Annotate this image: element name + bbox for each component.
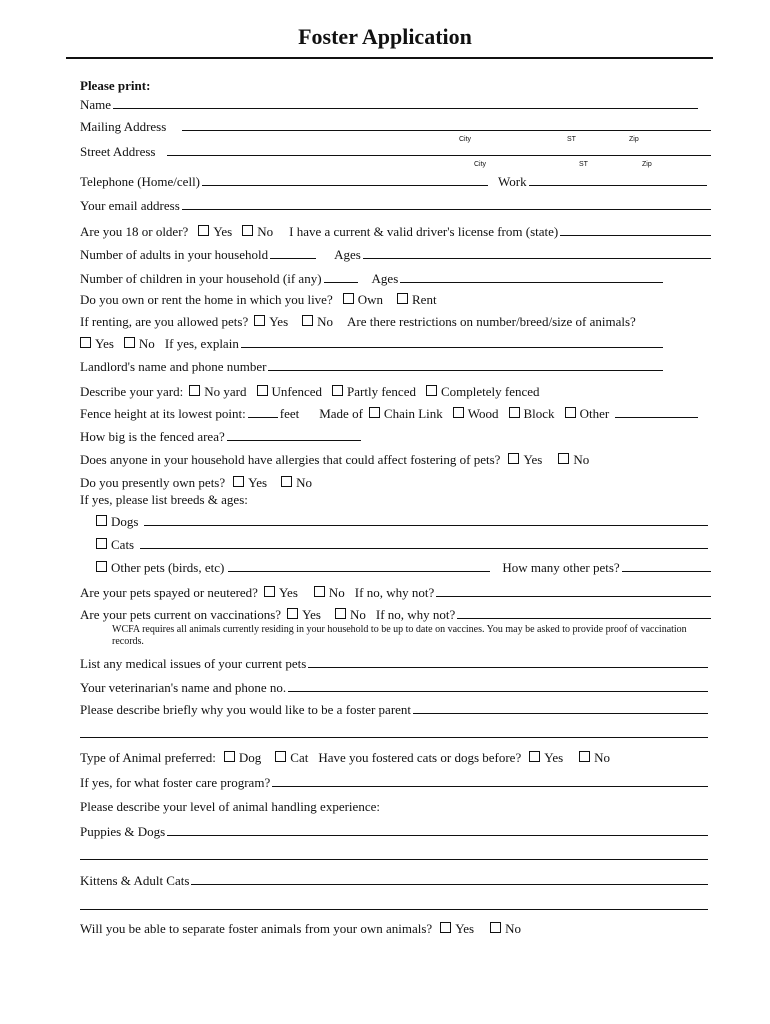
dogs-checkbox[interactable] xyxy=(96,515,107,526)
program-row xyxy=(80,774,710,792)
please-print-row xyxy=(80,77,713,95)
fenced-area-field[interactable] xyxy=(227,428,361,441)
how-many-other-label: How many other pets? xyxy=(502,560,620,575)
street-city-label: City xyxy=(474,161,487,168)
restrictions-no-label: No xyxy=(138,336,155,351)
vet-row xyxy=(80,679,710,697)
own-pets-yes-checkbox[interactable] xyxy=(233,476,244,487)
own-pets-question: Do you presently own pets? xyxy=(80,475,226,490)
children-ages-label: Ages xyxy=(371,271,399,286)
fostered-yes-checkbox[interactable] xyxy=(529,751,540,762)
spayed-yes-label: Yes xyxy=(278,585,298,600)
dogs-row xyxy=(96,513,710,531)
other-pets-row xyxy=(96,559,713,577)
separate-question: Will you be able to separate foster animals from your own animals? xyxy=(80,921,433,936)
street-address-row xyxy=(80,143,713,161)
adults-ages-field[interactable] xyxy=(363,246,711,259)
chain-link-checkbox[interactable] xyxy=(369,407,380,418)
fostered-no-checkbox[interactable] xyxy=(579,751,590,762)
adults-ages-label: Ages xyxy=(334,247,361,262)
block-label: Block xyxy=(523,406,555,421)
other-pets-field[interactable] xyxy=(228,559,490,572)
page-title: Foster Application xyxy=(298,24,472,49)
why-foster-field-2[interactable] xyxy=(80,725,708,738)
vaccinations-no-checkbox[interactable] xyxy=(335,608,346,619)
cats-checkbox[interactable] xyxy=(96,538,107,549)
rent-checkbox[interactable] xyxy=(397,293,408,304)
spayed-question: Are your pets spayed or neutered? xyxy=(80,585,258,600)
vaccinations-row xyxy=(80,606,713,624)
separate-yes-checkbox[interactable] xyxy=(440,922,451,933)
other-material-checkbox[interactable] xyxy=(565,407,576,418)
renting-question: If renting, are you allowed pets? xyxy=(80,314,249,329)
name-field[interactable] xyxy=(113,96,698,109)
why-foster-row xyxy=(80,701,710,719)
spayed-why-label: If no, why not? xyxy=(354,585,435,600)
age-yes-checkbox[interactable] xyxy=(198,225,209,236)
renting-yes-label: Yes xyxy=(269,314,289,329)
allergies-yes-checkbox[interactable] xyxy=(508,453,519,464)
telephone-field[interactable] xyxy=(202,173,488,186)
landlord-label: Landlord's name and phone number xyxy=(80,359,267,374)
adults-label: Number of adults in your household xyxy=(80,247,269,262)
renting-no-label: No xyxy=(317,314,334,329)
fenced-area-row xyxy=(80,428,713,446)
fence-height-field[interactable] xyxy=(248,405,278,418)
no-yard-checkbox[interactable] xyxy=(189,385,200,396)
age-license-row xyxy=(80,223,713,241)
own-pets-yes-label: Yes xyxy=(248,475,268,490)
email-row xyxy=(80,197,713,215)
handling-label: Please describe your level of animal handling experience: xyxy=(80,799,380,814)
other-pets-checkbox[interactable] xyxy=(96,561,107,572)
mailing-st-label: ST xyxy=(567,136,576,143)
spayed-yes-checkbox[interactable] xyxy=(264,586,275,597)
own-rent-row xyxy=(80,291,713,309)
mailing-address-field[interactable] xyxy=(182,118,711,131)
how-many-other-field[interactable] xyxy=(622,559,711,572)
why-foster-row-2 xyxy=(80,725,710,743)
why-foster-field[interactable] xyxy=(413,701,708,714)
vet-label: Your veterinarian's name and phone no. xyxy=(80,680,287,695)
telephone-row xyxy=(80,173,713,191)
allergies-question: Does anyone in your household have allergies that could affect fostering of pets? xyxy=(80,452,501,467)
allergies-no-label: No xyxy=(573,452,590,467)
explain-label: If yes, explain xyxy=(164,336,239,351)
completely-fenced-checkbox[interactable] xyxy=(426,385,437,396)
other-pets-label: Other pets (birds, etc) xyxy=(111,560,225,575)
own-pets-no-checkbox[interactable] xyxy=(281,476,292,487)
mailing-address-label: Mailing Address xyxy=(80,119,167,134)
vet-field[interactable] xyxy=(288,679,708,692)
restrictions-yes-label: Yes xyxy=(95,336,114,351)
mailing-city-label: City xyxy=(459,136,472,143)
kittens-cats-field-2[interactable] xyxy=(80,897,708,910)
separate-no-checkbox[interactable] xyxy=(490,922,501,933)
kittens-cats-label: Kittens & Adult Cats xyxy=(80,873,190,888)
work-label: Work xyxy=(498,174,527,189)
wood-checkbox[interactable] xyxy=(453,407,464,418)
mailing-zip-label: Zip xyxy=(629,136,639,143)
puppies-dogs-label: Puppies & Dogs xyxy=(80,824,166,839)
vaccinations-no-label: No xyxy=(349,607,366,622)
children-label: Number of children in your household (if any) xyxy=(80,271,322,286)
allergies-row xyxy=(80,451,713,469)
spayed-no-label: No xyxy=(328,585,345,600)
restrictions-no-checkbox[interactable] xyxy=(124,337,135,348)
medical-field[interactable] xyxy=(308,655,708,668)
vaccinations-yes-checkbox[interactable] xyxy=(287,608,298,619)
dog-checkbox[interactable] xyxy=(224,751,235,762)
fence-height-label: Fence height at its lowest point: xyxy=(80,406,246,421)
medical-label: List any medical issues of your current pets xyxy=(80,656,307,671)
email-field[interactable] xyxy=(182,197,711,210)
please-print-label: Please print: xyxy=(80,78,151,93)
cat-checkbox[interactable] xyxy=(275,751,286,762)
name-label: Name xyxy=(80,97,112,112)
partly-fenced-label: Partly fenced xyxy=(347,384,416,399)
chain-link-label: Chain Link xyxy=(383,406,443,421)
landlord-row xyxy=(80,358,665,376)
adults-count-field[interactable] xyxy=(270,246,316,259)
children-row xyxy=(80,270,665,288)
telephone-label: Telephone (Home/cell) xyxy=(80,174,201,189)
vaccinations-yes-label: Yes xyxy=(302,607,321,622)
separate-row xyxy=(80,920,713,938)
yard-row xyxy=(80,383,713,401)
dog-label: Dog xyxy=(238,750,262,765)
children-ages-field[interactable] xyxy=(400,270,663,283)
separate-no-label: No xyxy=(505,921,521,936)
fenced-area-label: How big is the fenced area? xyxy=(80,429,225,444)
cats-label: Cats xyxy=(111,537,135,552)
fence-height-row xyxy=(80,405,700,423)
rent-label: Rent xyxy=(412,292,437,307)
handling-row xyxy=(80,798,713,816)
no-yard-label: No yard xyxy=(204,384,247,399)
kittens-cats-field[interactable] xyxy=(191,872,708,885)
list-breeds-row xyxy=(80,491,713,509)
spayed-row xyxy=(80,584,713,602)
allergies-no-checkbox[interactable] xyxy=(558,453,569,464)
restrictions-yes-checkbox[interactable] xyxy=(80,337,91,348)
block-checkbox[interactable] xyxy=(509,407,520,418)
program-field[interactable] xyxy=(272,774,708,787)
age-no-checkbox[interactable] xyxy=(242,225,253,236)
name-row xyxy=(80,96,700,114)
renting-pets-row xyxy=(80,313,713,331)
age-no-label: No xyxy=(257,224,274,239)
fostered-yes-label: Yes xyxy=(544,750,564,765)
other-material-field[interactable] xyxy=(615,405,698,418)
kittens-cats-row xyxy=(80,872,710,890)
own-checkbox[interactable] xyxy=(343,293,354,304)
allergies-yes-label: Yes xyxy=(523,452,543,467)
animal-type-row xyxy=(80,749,713,767)
license-state-field[interactable] xyxy=(560,223,711,236)
explain-field[interactable] xyxy=(241,335,663,348)
animal-type-label: Type of Animal preferred: xyxy=(80,750,216,765)
unfenced-label: Unfenced xyxy=(271,384,323,399)
list-breeds-label: If yes, please list breeds & ages: xyxy=(80,492,248,507)
wood-label: Wood xyxy=(467,406,499,421)
vaccinations-why-field[interactable] xyxy=(457,606,711,619)
puppies-dogs-field-2[interactable] xyxy=(80,847,708,860)
children-count-field[interactable] xyxy=(324,270,358,283)
puppies-dogs-field[interactable] xyxy=(167,823,708,836)
puppies-dogs-row xyxy=(80,823,710,841)
street-address-field[interactable] xyxy=(167,143,711,156)
why-foster-label: Please describe briefly why you would like to be a foster parent xyxy=(80,702,412,717)
spayed-why-field[interactable] xyxy=(436,584,711,597)
landlord-field[interactable] xyxy=(268,358,663,371)
street-st-label: ST xyxy=(579,161,588,168)
renting-no-checkbox[interactable] xyxy=(302,315,313,326)
puppies-dogs-row-2 xyxy=(80,847,710,865)
dogs-label: Dogs xyxy=(111,514,139,529)
separate-yes-label: Yes xyxy=(455,921,475,936)
spayed-no-checkbox[interactable] xyxy=(314,586,325,597)
feet-label: feet xyxy=(279,406,300,421)
fostered-before-question: Have you fostered cats or dogs before? xyxy=(318,750,522,765)
own-label: Own xyxy=(357,292,384,307)
renting-yes-checkbox[interactable] xyxy=(254,315,265,326)
yard-label: Describe your yard: xyxy=(80,384,184,399)
vaccinations-question: Are your pets current on vaccinations? xyxy=(80,607,282,622)
license-question: I have a current & valid driver's license from (state) xyxy=(289,224,559,239)
cats-row xyxy=(96,536,710,554)
program-label: If yes, for what foster care program? xyxy=(80,775,271,790)
age-question: Are you 18 or older? xyxy=(80,224,189,239)
age-yes-label: Yes xyxy=(213,224,233,239)
other-material-label: Other xyxy=(579,406,610,421)
cat-label: Cat xyxy=(290,750,309,765)
mailing-address-row xyxy=(80,118,713,136)
street-address-label: Street Address xyxy=(80,144,156,159)
fostered-no-label: No xyxy=(594,750,611,765)
cats-field[interactable] xyxy=(140,536,708,549)
adults-row xyxy=(80,246,713,264)
vaccinations-why-label: If no, why not? xyxy=(375,607,456,622)
own-rent-question: Do you own or rent the home in which you live? xyxy=(80,292,333,307)
dogs-field[interactable] xyxy=(144,513,708,526)
title-rule xyxy=(66,57,713,59)
vaccine-note: WCFA requires all animals currently residing in your household to be up to date on vaccines. You may be asked to provide proof of vaccination records. xyxy=(112,624,687,647)
own-pets-row xyxy=(80,474,713,492)
medical-row xyxy=(80,655,710,673)
restrictions-row xyxy=(80,335,665,353)
kittens-cats-row-2 xyxy=(80,897,710,915)
restrictions-question: Are there restrictions on number/breed/size of animals? xyxy=(347,314,636,329)
made-of-label: Made of xyxy=(319,406,363,421)
completely-fenced-label: Completely fenced xyxy=(440,384,540,399)
email-label: Your email address xyxy=(80,198,180,213)
unfenced-checkbox[interactable] xyxy=(257,385,268,396)
partly-fenced-checkbox[interactable] xyxy=(332,385,343,396)
street-zip-label: Zip xyxy=(642,161,652,168)
work-phone-field[interactable] xyxy=(529,173,707,186)
own-pets-no-label: No xyxy=(296,475,312,490)
